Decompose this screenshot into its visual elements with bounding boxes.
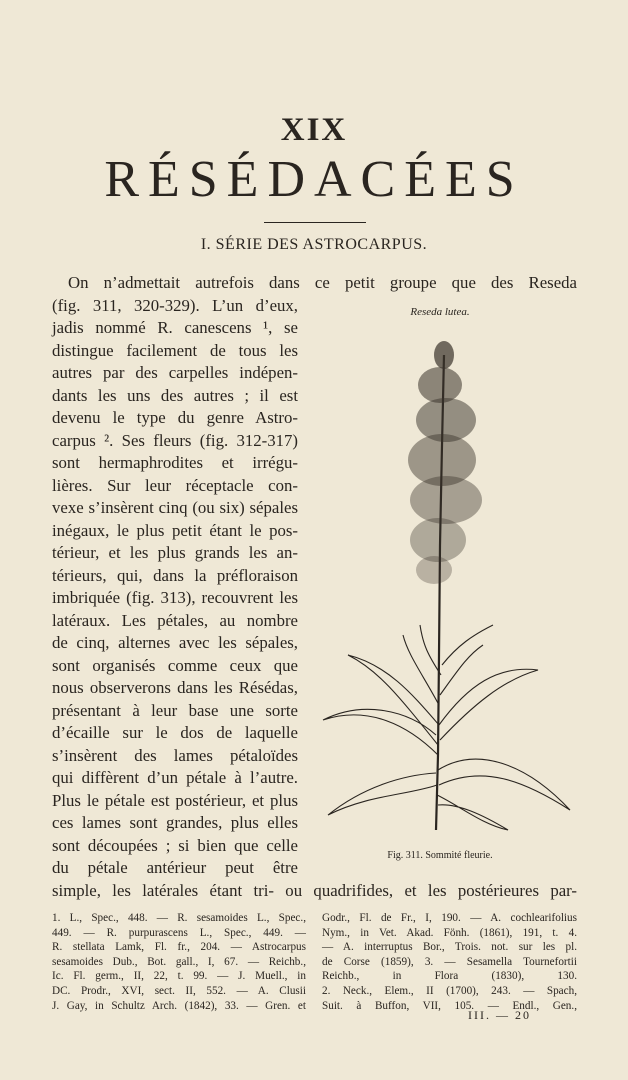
body-line: présentant à leur base une sorte	[52, 700, 298, 720]
footnote-line: 449. — R. purpurascens L., Spec., 449. —	[52, 926, 306, 939]
section-heading: I. SÉRIE DES ASTROCARPUS.	[200, 236, 428, 253]
footnote-line: Suit. à Buffon, VII, 105. — Endl., Gen.,	[322, 999, 577, 1012]
body-line: jadis nommé R. canescens ¹, se	[52, 318, 298, 337]
reseda-lutea-illustration	[308, 325, 580, 845]
footnotes-right	[322, 911, 577, 1013]
body-line: autres par des carpelles indépen-	[52, 363, 298, 382]
footnote-line: — A. interruptus Bor., Trois. not. sur les pl.	[322, 941, 577, 954]
body-line: dants les uns des autres ; il est	[52, 385, 298, 405]
body-line: du pétale antérieur peut être	[52, 858, 298, 877]
body-line: sont hermaphrodites et irrégu-	[52, 453, 298, 472]
figure-caption: Fig. 311. Sommité fleurie.	[387, 850, 493, 861]
body-line: sont organisés comme ceux que	[52, 655, 298, 675]
footnote-line: 2. Neck., Elem., II (1700), 243. — Spach,	[322, 984, 577, 997]
body-line: d’écaille sur le dos de laquelle	[52, 723, 298, 742]
body-line: imbriquée (fig. 313), recouvrent les	[52, 588, 298, 607]
body-line: s’insèrent des lames pétaloïdes	[52, 745, 298, 765]
body-line: (fig. 311, 320-329). L’un d’eux,	[52, 295, 298, 315]
body-line: devenu le type du genre Astro-	[52, 408, 298, 427]
body-line: de cinq, alternes avec les sépales,	[52, 633, 298, 652]
body-line: simple, les latérales étant tri- ou quadrifides, et les postérieures par-	[52, 880, 577, 900]
body-line: On n’admettait autrefois dans ce petit groupe que des Reseda	[68, 273, 577, 292]
body-line: vexe s’insèrent cinq (ou six) sépales	[52, 498, 298, 517]
footnote-line: sesamoides Dub., Bot. gall., I, 67. — Reichb.,	[52, 955, 306, 968]
footnote-line: Nym., in Vet. Akad. Fönh. (1861), 191, t. 4.	[322, 926, 577, 939]
body-line: distingue facilement de tous les	[52, 340, 298, 360]
chapter-number: XIX	[280, 112, 348, 148]
body-line: nous observerons dans les Résédas,	[52, 678, 298, 697]
body-line: carpus ². Ses fleurs (fig. 312-317)	[52, 430, 298, 450]
body-line: latéraux. Les pétales, au nombre	[52, 610, 298, 630]
body-line: lières. Sur leur réceptacle con-	[52, 475, 298, 495]
chapter-title: RÉSÉDACÉES	[104, 151, 524, 208]
footnote-line: Reichb., in Flora (1830), 130.	[322, 970, 577, 983]
footnote-line: R. stellata Lamk, Fl. fr., 204. — Astrocarpus	[52, 941, 306, 954]
body-line: sont découpées ; si bien que celle	[52, 835, 298, 855]
body-line: Plus le pétale est postérieur, et plus	[52, 790, 298, 810]
body-line: ces lames sont grandes, plus elles	[52, 813, 298, 832]
footnote-line: DC. Prodr., XVI, sect. II, 552. — A. Clusii	[52, 984, 306, 997]
page-signature: III. — 20	[468, 1008, 531, 1022]
title-rule	[264, 222, 366, 223]
footnote-line: Godr., Fl. de Fr., I, 190. — A. cochlearifolius	[322, 912, 577, 924]
footnote-line: J. Gay, in Schultz Arch. (1842), 33. — Gren. et	[52, 999, 306, 1012]
footnote-line: de Corse (1859), 3. — Sesamella Tournefortii	[322, 955, 577, 968]
body-line: térieur, et les plus grands les an-	[52, 543, 298, 562]
body-line: inégaux, le plus petit étant le pos-	[52, 520, 298, 540]
body-line: térieurs, qui, dans la préfloraison	[52, 565, 298, 585]
footnote-line: Ic. Fl. germ., II, 22, t. 99. — J. Muell., in	[52, 970, 306, 983]
footnotes-left	[52, 911, 306, 1013]
footnote-line: 1. L., Spec., 448. — R. sesamoides L., Spec.,	[52, 912, 306, 924]
body-line: qui diffèrent d’un pétale à l’autre.	[52, 768, 298, 787]
figure-species-label: Reseda lutea.	[410, 306, 470, 318]
